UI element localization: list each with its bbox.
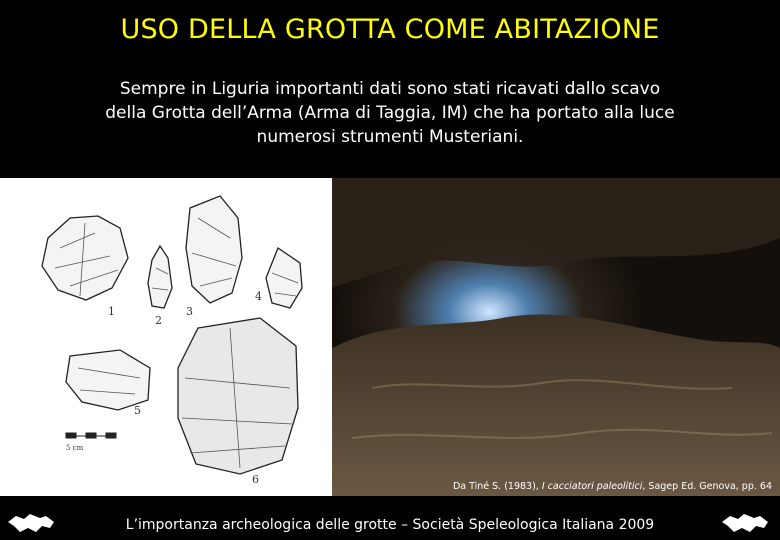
caption-prefix: Da Tiné S. (1983),: [452, 481, 542, 492]
tool-label-5: 5: [134, 404, 141, 417]
scale-bar: [66, 433, 116, 438]
image-caption: [453, 481, 772, 492]
cave-photo-drawing: [332, 178, 780, 496]
tool-2-drawing: [148, 246, 172, 308]
scale-label: 5 cm: [66, 444, 84, 452]
tool-label-1: 1: [108, 305, 115, 318]
body-line-3: numerosi strumenti Musteriani.: [256, 127, 524, 147]
body-line-2: della Grotta dell’Arma (Arma di Taggia, IM) che ha portato alla luce: [105, 103, 675, 123]
caption-suffix: , Sagep Ed. Genova, pp. 64: [642, 481, 772, 492]
cave-photo: [332, 178, 780, 496]
tool-label-6: 6: [252, 473, 259, 486]
stone-tools-drawing: [0, 178, 332, 496]
tool-label-4: 4: [255, 290, 262, 303]
tool-3-drawing: [186, 196, 242, 303]
tool-label-3: 3: [186, 305, 193, 318]
slide-title: USO DELLA GROTTA COME ABITAZIONE: [120, 14, 660, 45]
stone-tools-illustration: [0, 178, 332, 496]
body-text: [20, 77, 760, 149]
footer-text: L’importanza archeologica delle grotte – Società Speleologica Italiana 2009: [125, 517, 655, 533]
tool-5-drawing: [66, 350, 150, 410]
tool-6-drawing: [178, 318, 298, 474]
body-line-1: Sempre in Liguria importanti dati sono stati ricavati dallo scavo: [119, 79, 661, 99]
tool-label-2: 2: [155, 314, 162, 327]
caption-title: I cacciatori paleolitici: [541, 481, 643, 492]
